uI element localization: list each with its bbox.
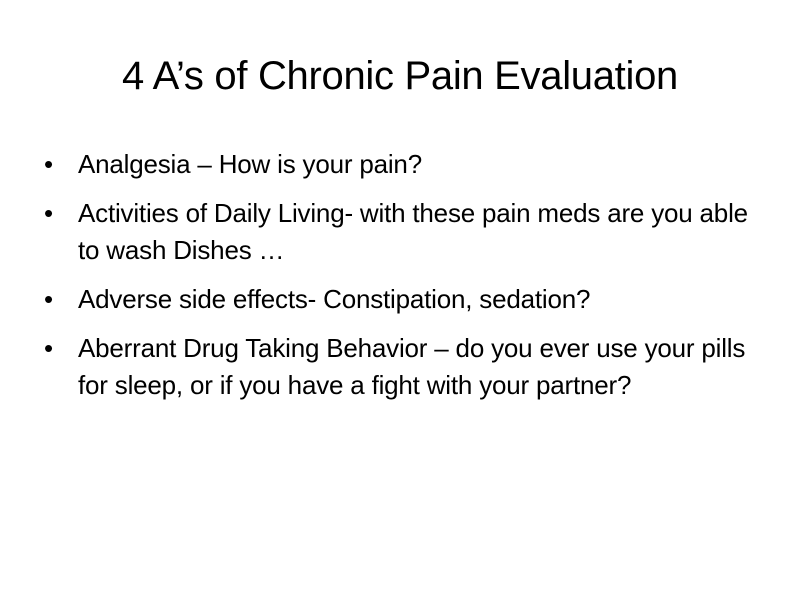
bullet-icon: • [44, 198, 53, 228]
bullet-item-adverse-effects [40, 281, 770, 318]
bullet-text: Analgesia – How is your pain? [78, 149, 422, 179]
bullet-icon: • [44, 333, 53, 363]
bullet-text: Adverse side effects- Constipation, sedation? [78, 284, 591, 314]
bullet-item-aberrant-behavior [40, 330, 770, 404]
bullet-icon: • [44, 149, 53, 179]
bullet-icon: • [44, 284, 53, 314]
bullet-list [40, 146, 770, 416]
bullet-item-activities [40, 195, 770, 269]
slide-title: 4 A’s of Chronic Pain Evaluation [122, 54, 678, 98]
bullet-text: Activities of Daily Living- with these pain meds are you able to wash Dishes … [78, 198, 748, 265]
bullet-item-analgesia [40, 146, 770, 183]
bullet-text: Aberrant Drug Taking Behavior – do you ever use your pills for sleep, or if you have a fight with your partner? [78, 333, 746, 400]
